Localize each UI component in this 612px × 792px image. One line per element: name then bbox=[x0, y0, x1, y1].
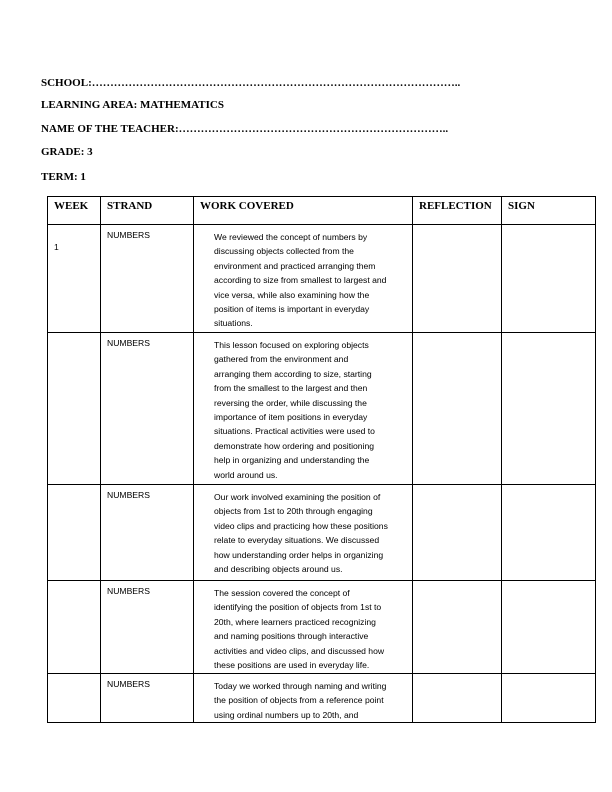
reflection-cell bbox=[413, 225, 502, 333]
work-covered-line: these positions are used in everyday life. bbox=[214, 660, 370, 671]
sign-cell bbox=[502, 225, 596, 333]
work-covered-line: situations. Practical activities were used to bbox=[214, 426, 375, 437]
table-header-row bbox=[48, 197, 596, 225]
work-covered-line: importance of item positions in everyday bbox=[214, 412, 368, 423]
sign-cell bbox=[502, 581, 596, 674]
reflection-cell bbox=[413, 485, 502, 581]
work-covered-line: 20th, where learners practiced recognizing bbox=[214, 616, 376, 627]
table-row bbox=[48, 674, 596, 723]
reflection-cell bbox=[413, 333, 502, 485]
work-covered-line: The session covered the concept of bbox=[214, 588, 350, 598]
column-header-work-covered: WORK COVERED bbox=[194, 197, 413, 225]
work-covered-line: reversing the order, while discussing the bbox=[214, 397, 367, 408]
strand-cell: NUMBERS bbox=[101, 581, 194, 674]
work-covered-cell bbox=[194, 225, 413, 333]
work-covered-line: This lesson focused on exploring objects bbox=[214, 340, 369, 350]
work-covered-line: the position of objects from a reference point bbox=[214, 695, 384, 706]
work-covered-line: using ordinal numbers up to 20th, and bbox=[214, 709, 359, 720]
work-covered-line: gathered from the environment and bbox=[214, 354, 349, 365]
grade: GRADE: 3 bbox=[41, 146, 93, 158]
work-covered-line: objects from 1st to 20th through engaging bbox=[214, 506, 373, 517]
sign-cell bbox=[502, 674, 596, 723]
work-covered-line: environment and practiced arranging them bbox=[214, 260, 376, 271]
work-covered-cell bbox=[194, 485, 413, 581]
work-covered-line: according to size from smallest to largest and bbox=[214, 275, 387, 286]
sign-cell bbox=[502, 333, 596, 485]
strand-cell: NUMBERS bbox=[101, 333, 194, 485]
term: TERM: 1 bbox=[41, 171, 86, 183]
work-covered-line: vice versa, while also examining how the bbox=[214, 289, 370, 300]
work-covered-line: help in organizing and understanding the bbox=[214, 455, 370, 466]
work-covered-cell bbox=[194, 581, 413, 674]
work-covered-line: relate to everyday situations. We discussed bbox=[214, 535, 380, 546]
week-cell: 1 bbox=[48, 225, 101, 333]
table-row bbox=[48, 485, 596, 581]
week-cell bbox=[48, 581, 101, 674]
work-covered-line: situations. bbox=[214, 318, 253, 329]
table-row bbox=[48, 225, 596, 333]
work-covered-line: demonstrate how ordering and positioning bbox=[214, 440, 375, 451]
reflection-cell bbox=[413, 674, 502, 723]
table-row bbox=[48, 333, 596, 485]
table-row bbox=[48, 581, 596, 674]
school-field: SCHOOL:……………………………………………………………………………………….. bbox=[41, 77, 461, 89]
work-covered-line: We reviewed the concept of numbers by bbox=[214, 232, 368, 242]
sign-cell bbox=[502, 485, 596, 581]
column-header-week: WEEK bbox=[48, 197, 101, 225]
work-covered-cell bbox=[194, 333, 413, 485]
reflection-cell bbox=[413, 581, 502, 674]
column-header-sign: SIGN bbox=[502, 197, 596, 225]
work-covered-line: and describing objects around us. bbox=[214, 564, 343, 575]
teacher-name-field: NAME OF THE TEACHER:……………………………………………………………….. bbox=[41, 123, 449, 135]
week-cell bbox=[48, 674, 101, 723]
work-covered-line: how understanding order helps in organizing bbox=[214, 549, 384, 560]
learning-area: LEARNING AREA: MATHEMATICS bbox=[41, 99, 224, 111]
record-of-work-table bbox=[47, 196, 596, 723]
work-covered-line: activities and video clips, and discussed how bbox=[214, 645, 385, 656]
work-covered-line: identifying the position of objects from 1st to bbox=[214, 602, 382, 613]
strand-cell: NUMBERS bbox=[101, 225, 194, 333]
work-covered-cell bbox=[194, 674, 413, 723]
work-covered-line: discussing objects collected from the bbox=[214, 246, 354, 257]
column-header-strand: STRAND bbox=[101, 197, 194, 225]
strand-cell: NUMBERS bbox=[101, 485, 194, 581]
week-cell bbox=[48, 485, 101, 581]
strand-cell: NUMBERS bbox=[101, 674, 194, 723]
work-covered-line: Our work involved examining the position of bbox=[214, 492, 381, 502]
work-covered-line: and naming positions through interactive bbox=[214, 631, 369, 642]
column-header-reflection: REFLECTION bbox=[413, 197, 502, 225]
work-covered-line: Today we worked through naming and writing bbox=[214, 681, 387, 691]
week-cell bbox=[48, 333, 101, 485]
work-covered-line: video clips and practicing how these positions bbox=[214, 520, 388, 531]
work-covered-line: from the smallest to the largest and then bbox=[214, 383, 368, 394]
work-covered-line: world around us. bbox=[214, 469, 278, 480]
work-covered-line: position of items is important in everyday bbox=[214, 304, 370, 315]
work-covered-line: arranging them according to size, starting bbox=[214, 368, 372, 379]
